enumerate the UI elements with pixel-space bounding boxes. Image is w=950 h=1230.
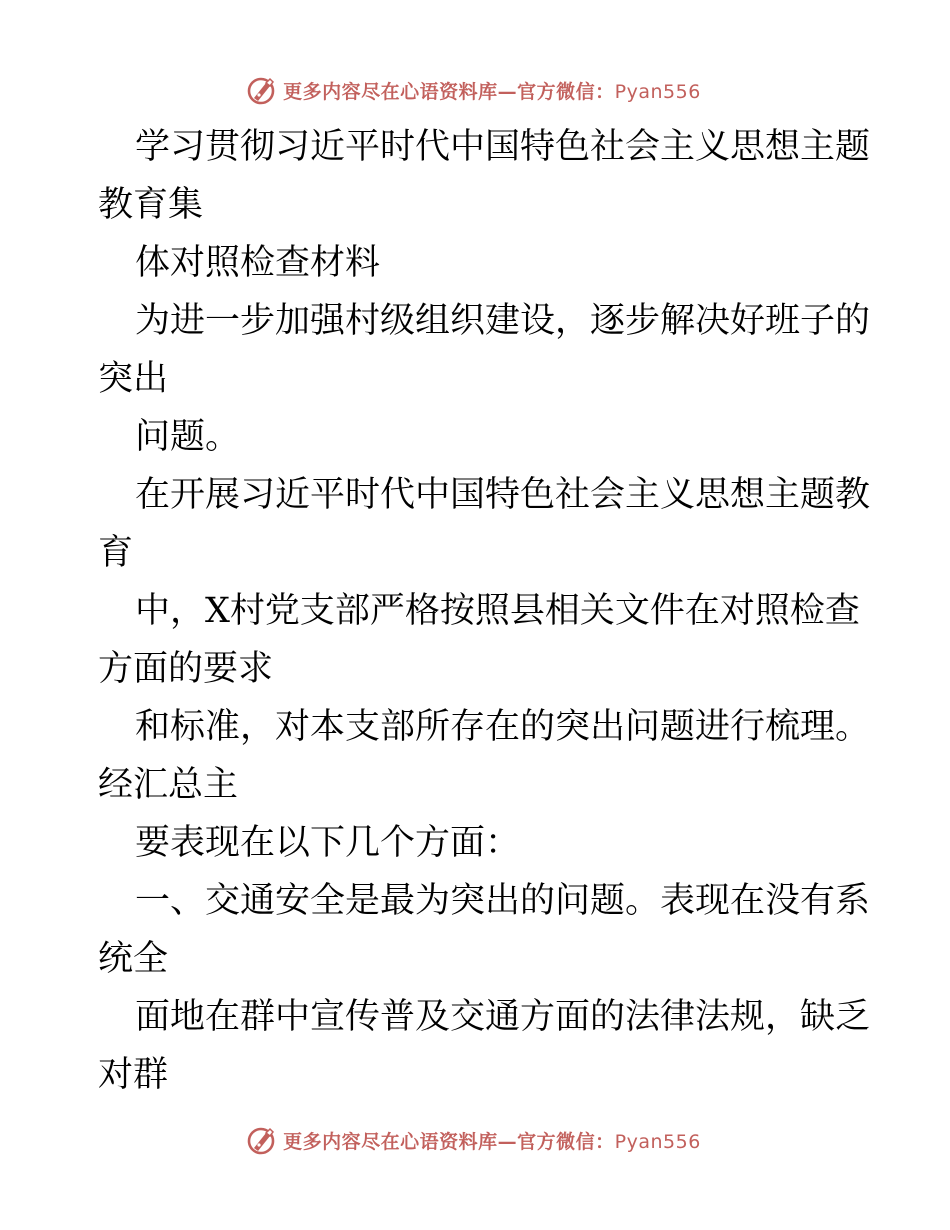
header-watermark-text xyxy=(283,77,701,104)
pen-logo-icon xyxy=(245,74,277,106)
document-line: 方面的要求 xyxy=(98,649,274,689)
document-line: 突出 xyxy=(98,359,169,399)
document-line: 问题。 xyxy=(135,417,241,457)
document-line: 教育集 xyxy=(98,185,204,225)
document-line: 要表现在以下几个方面： xyxy=(135,823,521,863)
footer-watermark-text xyxy=(283,1127,701,1154)
footer-watermark xyxy=(0,1120,950,1160)
header-watermark-label: 更多内容尽在心语资料库—官方微信： xyxy=(283,80,615,103)
document-line: 面地在群中宣传普及交通方面的法律法规，缺乏 xyxy=(135,997,871,1037)
header-watermark-handle: Pyan556 xyxy=(614,80,701,103)
document-line: 为进一步加强村级组织建设，逐步解决好班子的 xyxy=(135,301,871,341)
document-line: 对群 xyxy=(98,1055,169,1095)
document-line: 一、交通安全是最为突出的问题。表现在没有系 xyxy=(135,881,871,921)
document-line: 育 xyxy=(98,533,134,573)
document-line: 经汇总主 xyxy=(98,765,239,805)
header-watermark-row xyxy=(245,74,701,106)
header-watermark xyxy=(0,70,950,110)
document-line: 学习贯彻习近平时代中国特色社会主义思想主题 xyxy=(135,127,871,167)
document-body xyxy=(98,118,871,1104)
document-line: 中，X村党支部严格按照县相关文件在对照检查 xyxy=(135,591,860,631)
footer-watermark-label: 更多内容尽在心语资料库—官方微信： xyxy=(283,1130,615,1153)
footer-watermark-handle: Pyan556 xyxy=(614,1130,701,1153)
document-line: 在开展习近平时代中国特色社会主义思想主题教 xyxy=(135,475,871,515)
footer-watermark-row xyxy=(245,1124,701,1156)
document-line: 体对照检查材料 xyxy=(135,243,381,283)
document-line: 统全 xyxy=(98,939,169,979)
pen-logo-icon xyxy=(245,1124,277,1156)
document-line: 和标准，对本支部所存在的突出问题进行梳理。 xyxy=(135,707,871,747)
